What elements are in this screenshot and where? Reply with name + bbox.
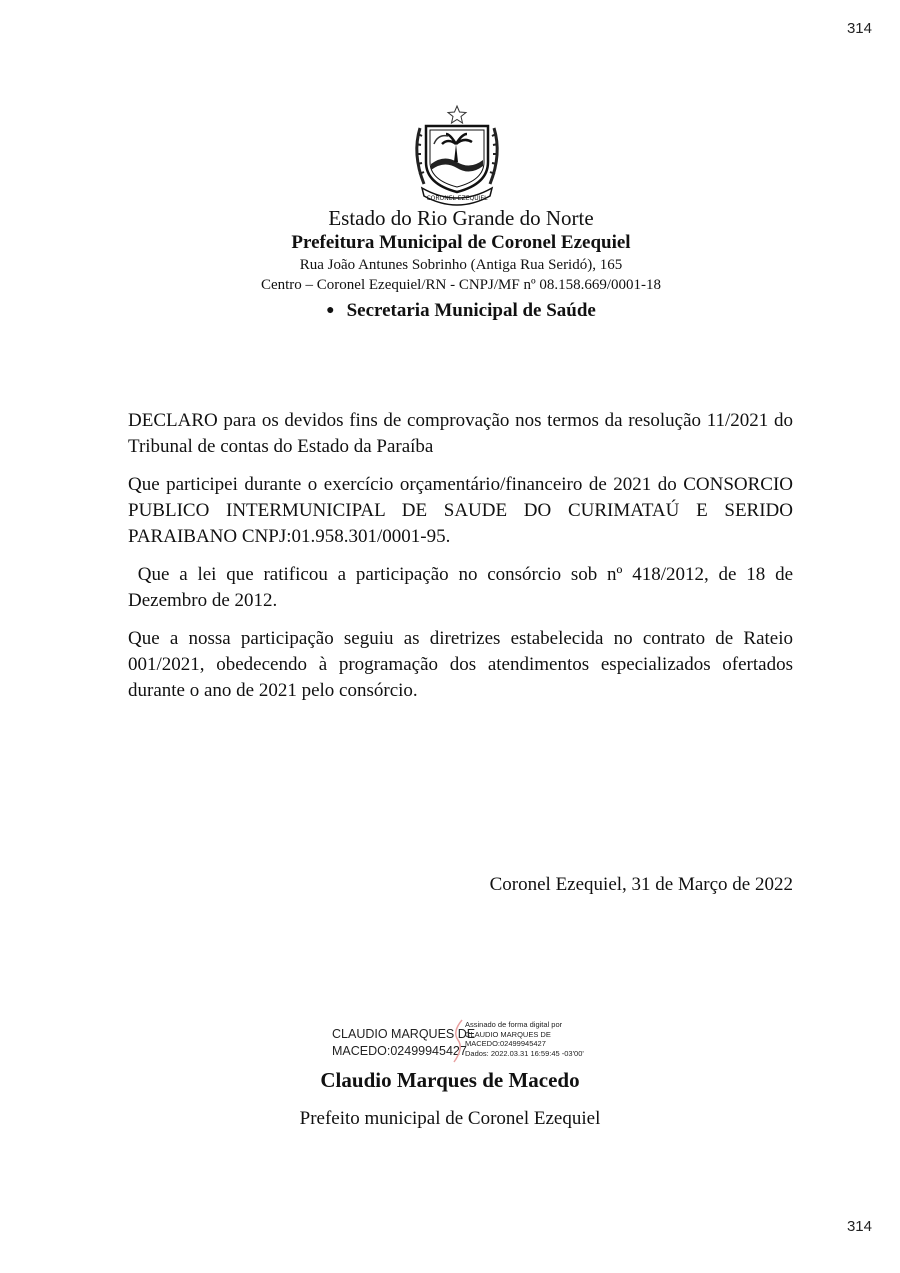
signer-name: Claudio Marques de Macedo xyxy=(320,1068,580,1092)
city-hall-name: Prefeitura Municipal de Coronel Ezequiel xyxy=(291,232,631,253)
state-name: Estado do Rio Grande do Norte xyxy=(328,206,594,230)
signature-info-line-3: MACEDO:02499945427 xyxy=(465,1039,546,1048)
signature-name-line-2: MACEDO:02499945427 xyxy=(332,1044,467,1058)
signature-info-line-2: CLAUDIO MARQUES DE xyxy=(465,1029,551,1039)
paragraph-declaration: DECLARO para os devidos fins de comprovação nos termos da resolução 11/2021 do Tribunal de contas do Estado da Paraíba xyxy=(128,410,793,457)
signature-info-line-4: Dados: 2022.03.31 16:59:45 -03'00' xyxy=(465,1048,584,1058)
paragraph-participation: Que participei durante o exercício orçamentário/financeiro de 2021 do CONSORCIO PUBLICO INTERMUNICIPAL DE SAUDE DO CURIMATAÚ E SERIDO PARAIBANO CNPJ:01.958.301/0001-95. xyxy=(128,474,793,547)
page-number-bottom: 314 xyxy=(846,1218,872,1235)
address-line-2: Centro – Coronel Ezequiel/RN - CNPJ/MF nº 08.158.669/0001-18 xyxy=(260,277,662,293)
municipal-crest-emblem xyxy=(404,104,514,208)
paragraph-guidelines: Que a nossa participação seguiu as diretrizes estabelecida no contrato de Rateio 001/2021, obedecendo à programação dos atendimentos especializados ofertados durante o ano de 2021 pelo consórcio. xyxy=(128,628,793,701)
paragraph-law: Que a lei que ratificou a participação no consórcio sob nº 418/2012, de 18 de Dezembro de 2012. xyxy=(128,564,798,611)
letterhead xyxy=(0,205,900,325)
date-line: Coronel Ezequiel, 31 de Março de 2022 xyxy=(489,874,793,895)
digital-signature-block xyxy=(330,1018,610,1064)
address-line-1: Rua João Antunes Sobrinho (Antiga Rua Seridó), 165 xyxy=(299,257,623,273)
signature-info-line-1: Assinado de forma digital por xyxy=(465,1020,563,1029)
department-line xyxy=(22,297,900,325)
department-name: Secretaria Municipal de Saúde xyxy=(346,300,596,321)
declaration-body xyxy=(128,408,798,716)
digital-signature-info xyxy=(465,1020,584,1058)
crest-banner-text: CORONEL EZEQUIEL xyxy=(426,195,488,202)
page-number-top: 314 xyxy=(846,20,872,37)
signer-title: Prefeito municipal de Coronel Ezequiel xyxy=(299,1108,601,1129)
signature-name-line-1: CLAUDIO MARQUES DE xyxy=(332,1027,476,1041)
bullet-icon: ● xyxy=(326,303,335,318)
